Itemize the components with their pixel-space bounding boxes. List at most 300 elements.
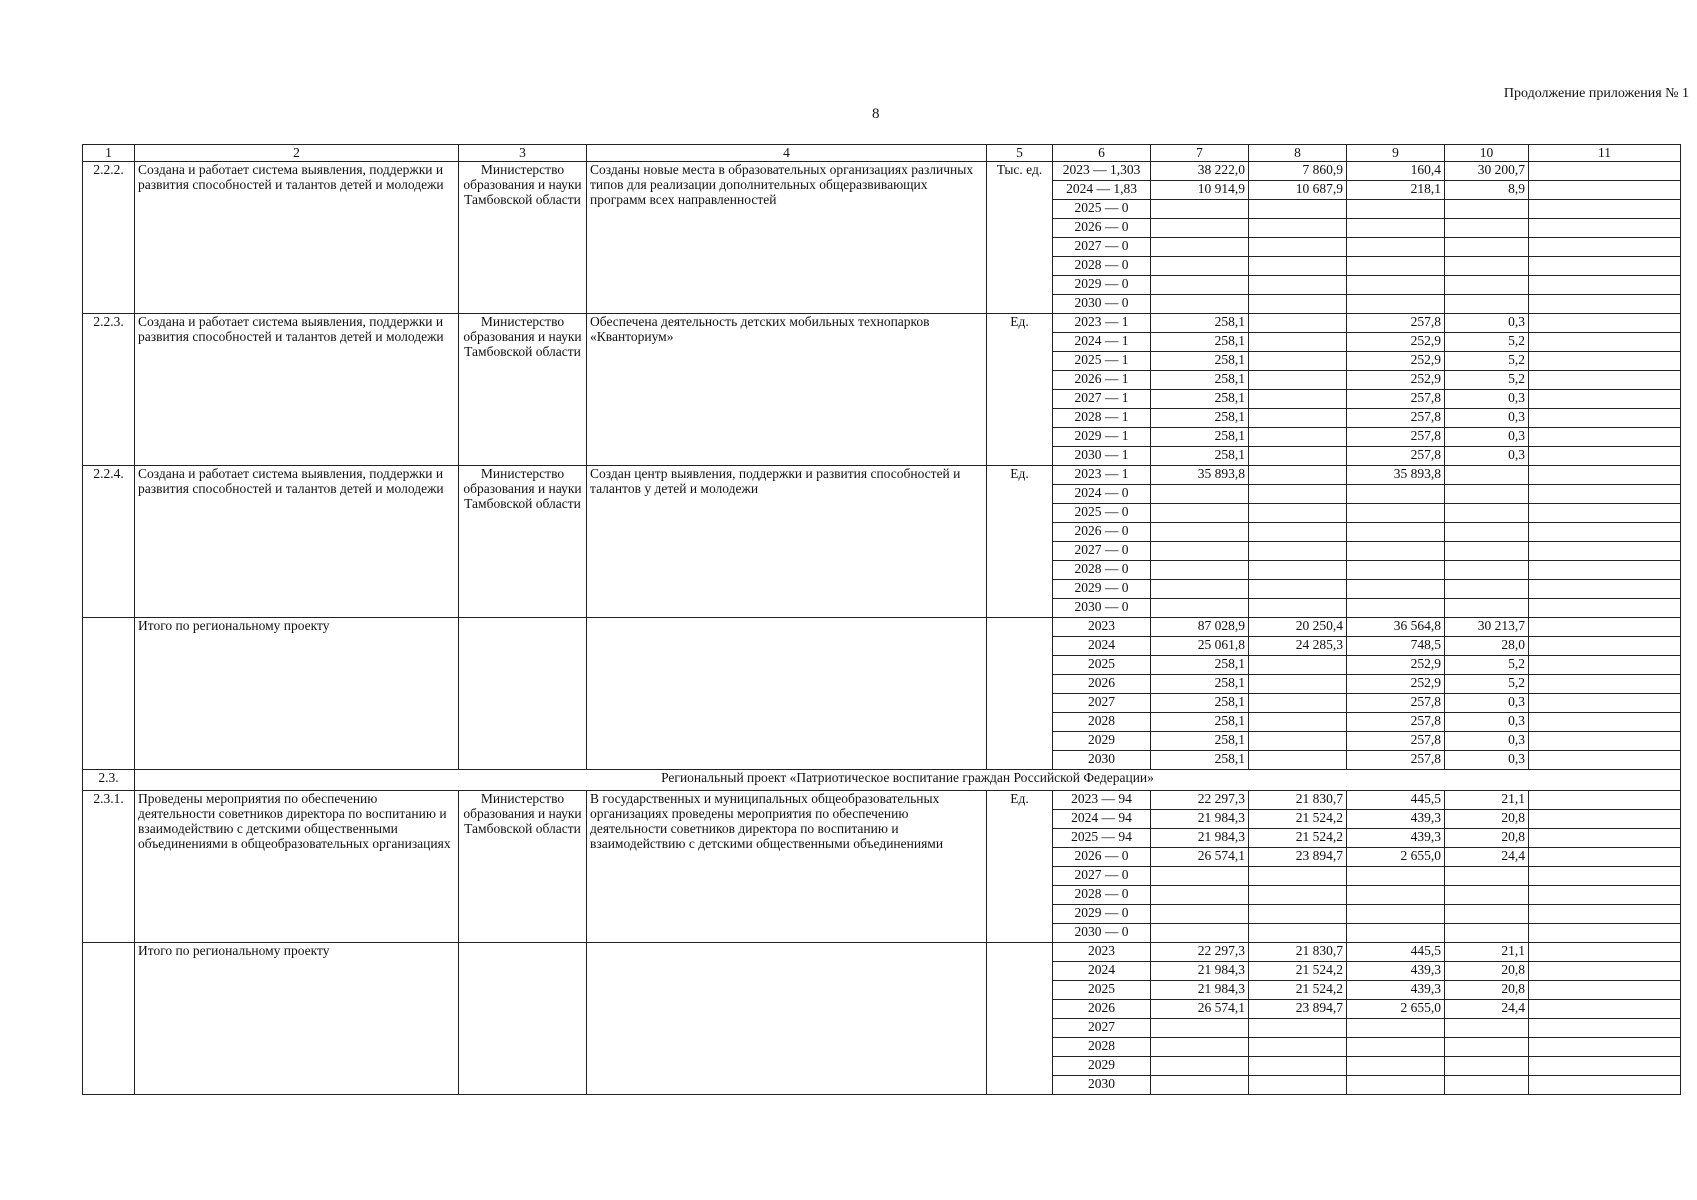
amount-cell: 258,1 bbox=[1151, 390, 1249, 409]
amount-cell: 35 893,8 bbox=[1347, 466, 1445, 485]
amount-cell bbox=[1249, 333, 1347, 352]
amount-cell: 257,8 bbox=[1347, 390, 1445, 409]
amount-cell: 2 655,0 bbox=[1347, 848, 1445, 867]
year-indicator: 2030 — 0 bbox=[1053, 295, 1151, 314]
responsible-body: Министерство образования и науки Тамбовской области bbox=[459, 162, 587, 314]
amount-cell bbox=[1529, 656, 1681, 675]
amount-cell bbox=[1445, 1057, 1529, 1076]
amount-cell bbox=[1249, 428, 1347, 447]
amount-cell bbox=[1529, 447, 1681, 466]
subheading-number: 2.3. bbox=[83, 770, 135, 791]
amount-cell: 258,1 bbox=[1151, 371, 1249, 390]
year-indicator: 2029 — 1 bbox=[1053, 428, 1151, 447]
year-indicator: 2030 — 1 bbox=[1053, 447, 1151, 466]
expected-result: Созданы новые места в образовательных организациях различных типов для реализации дополнительных общеразвивающих программ всех направленностей bbox=[587, 162, 987, 314]
amount-cell: 2 655,0 bbox=[1347, 1000, 1445, 1019]
unit-of-measure bbox=[987, 618, 1053, 770]
amount-cell: 258,1 bbox=[1151, 409, 1249, 428]
amount-cell: 30 200,7 bbox=[1445, 162, 1529, 181]
amount-cell: 21 524,2 bbox=[1249, 810, 1347, 829]
year-indicator: 2026 — 1 bbox=[1053, 371, 1151, 390]
responsible-body: Министерство образования и науки Тамбовской области bbox=[459, 314, 587, 466]
amount-cell bbox=[1529, 580, 1681, 599]
amount-cell bbox=[1151, 905, 1249, 924]
amount-cell: 7 860,9 bbox=[1249, 162, 1347, 181]
amount-cell bbox=[1347, 1057, 1445, 1076]
amount-cell bbox=[1249, 390, 1347, 409]
year-indicator: 2023 — 1 bbox=[1053, 466, 1151, 485]
year-indicator: 2027 bbox=[1053, 694, 1151, 713]
year-indicator: 2023 — 1,303 bbox=[1053, 162, 1151, 181]
year-indicator: 2024 — 1,83 bbox=[1053, 181, 1151, 200]
year-indicator: 2025 — 1 bbox=[1053, 352, 1151, 371]
amount-cell bbox=[1249, 905, 1347, 924]
year-indicator: 2028 — 0 bbox=[1053, 561, 1151, 580]
amount-cell bbox=[1347, 200, 1445, 219]
amount-cell: 0,3 bbox=[1445, 409, 1529, 428]
column-number: 7 bbox=[1151, 145, 1249, 162]
amount-cell bbox=[1249, 751, 1347, 770]
amount-cell: 5,2 bbox=[1445, 352, 1529, 371]
amount-cell bbox=[1347, 1038, 1445, 1057]
amount-cell: 23 894,7 bbox=[1249, 848, 1347, 867]
amount-cell: 28,0 bbox=[1445, 637, 1529, 656]
amount-cell bbox=[1529, 1038, 1681, 1057]
amount-cell: 21 984,3 bbox=[1151, 981, 1249, 1000]
amount-cell bbox=[1347, 542, 1445, 561]
amount-cell bbox=[1529, 466, 1681, 485]
amount-cell: 257,8 bbox=[1347, 713, 1445, 732]
amount-cell bbox=[1249, 466, 1347, 485]
year-indicator: 2023 — 94 bbox=[1053, 791, 1151, 810]
amount-cell bbox=[1347, 580, 1445, 599]
amount-cell: 258,1 bbox=[1151, 447, 1249, 466]
amount-cell bbox=[1529, 981, 1681, 1000]
amount-cell: 257,8 bbox=[1347, 751, 1445, 770]
year-indicator: 2029 bbox=[1053, 1057, 1151, 1076]
amount-cell bbox=[1347, 504, 1445, 523]
amount-cell bbox=[1529, 924, 1681, 943]
amount-cell bbox=[1249, 238, 1347, 257]
amount-cell bbox=[1529, 314, 1681, 333]
amount-cell: 258,1 bbox=[1151, 428, 1249, 447]
amount-cell: 257,8 bbox=[1347, 694, 1445, 713]
amount-cell bbox=[1529, 504, 1681, 523]
amount-cell bbox=[1529, 352, 1681, 371]
amount-cell bbox=[1151, 276, 1249, 295]
amount-cell bbox=[1249, 1038, 1347, 1057]
amount-cell: 25 061,8 bbox=[1151, 637, 1249, 656]
amount-cell bbox=[1445, 466, 1529, 485]
unit-of-measure: Тыс. ед. bbox=[987, 162, 1053, 314]
amount-cell: 439,3 bbox=[1347, 810, 1445, 829]
amount-cell bbox=[1347, 867, 1445, 886]
amount-cell bbox=[1151, 485, 1249, 504]
amount-cell bbox=[1529, 485, 1681, 504]
amount-cell bbox=[1445, 257, 1529, 276]
amount-cell: 20,8 bbox=[1445, 810, 1529, 829]
amount-cell bbox=[1347, 924, 1445, 943]
amount-cell bbox=[1445, 504, 1529, 523]
amount-cell bbox=[1151, 1038, 1249, 1057]
amount-cell: 35 893,8 bbox=[1151, 466, 1249, 485]
amount-cell: 24,4 bbox=[1445, 848, 1529, 867]
item-name: Итого по региональному проекту bbox=[135, 943, 459, 1095]
amount-cell bbox=[1445, 238, 1529, 257]
amount-cell: 252,9 bbox=[1347, 656, 1445, 675]
amount-cell bbox=[1151, 257, 1249, 276]
amount-cell: 258,1 bbox=[1151, 333, 1249, 352]
amount-cell bbox=[1151, 542, 1249, 561]
year-indicator: 2028 bbox=[1053, 1038, 1151, 1057]
amount-cell: 252,9 bbox=[1347, 352, 1445, 371]
amount-cell bbox=[1529, 257, 1681, 276]
amount-cell bbox=[1529, 1000, 1681, 1019]
amount-cell bbox=[1249, 257, 1347, 276]
responsible-body bbox=[459, 943, 587, 1095]
amount-cell bbox=[1249, 523, 1347, 542]
amount-cell: 258,1 bbox=[1151, 732, 1249, 751]
amount-cell: 0,3 bbox=[1445, 314, 1529, 333]
column-number: 4 bbox=[587, 145, 987, 162]
year-indicator: 2030 bbox=[1053, 1076, 1151, 1095]
amount-cell bbox=[1529, 943, 1681, 962]
amount-cell bbox=[1445, 276, 1529, 295]
amount-cell bbox=[1151, 561, 1249, 580]
amount-cell bbox=[1151, 238, 1249, 257]
amount-cell bbox=[1445, 905, 1529, 924]
responsible-body: Министерство образования и науки Тамбовской области bbox=[459, 466, 587, 618]
amount-cell: 258,1 bbox=[1151, 314, 1249, 333]
amount-cell bbox=[1347, 1019, 1445, 1038]
amount-cell bbox=[1151, 580, 1249, 599]
amount-cell: 20 250,4 bbox=[1249, 618, 1347, 637]
amount-cell: 257,8 bbox=[1347, 314, 1445, 333]
year-indicator: 2024 — 94 bbox=[1053, 810, 1151, 829]
subheading-title: Региональный проект «Патриотическое воспитание граждан Российской Федерации» bbox=[135, 770, 1681, 791]
year-indicator: 2029 bbox=[1053, 732, 1151, 751]
year-indicator: 2027 — 0 bbox=[1053, 238, 1151, 257]
amount-cell: 439,3 bbox=[1347, 981, 1445, 1000]
amount-cell bbox=[1529, 371, 1681, 390]
unit-of-measure: Ед. bbox=[987, 791, 1053, 943]
amount-cell: 21 524,2 bbox=[1249, 981, 1347, 1000]
amount-cell: 258,1 bbox=[1151, 713, 1249, 732]
amount-cell: 5,2 bbox=[1445, 333, 1529, 352]
column-number: 5 bbox=[987, 145, 1053, 162]
table-row bbox=[83, 791, 1681, 810]
year-indicator: 2025 — 0 bbox=[1053, 504, 1151, 523]
amount-cell: 21 524,2 bbox=[1249, 829, 1347, 848]
expected-result bbox=[587, 618, 987, 770]
amount-cell bbox=[1249, 599, 1347, 618]
amount-cell bbox=[1529, 886, 1681, 905]
amount-cell bbox=[1445, 1076, 1529, 1095]
amount-cell bbox=[1249, 1076, 1347, 1095]
amount-cell bbox=[1151, 867, 1249, 886]
amount-cell: 0,3 bbox=[1445, 713, 1529, 732]
amount-cell bbox=[1151, 1076, 1249, 1095]
year-indicator: 2025 bbox=[1053, 656, 1151, 675]
amount-cell bbox=[1529, 276, 1681, 295]
column-number: 2 bbox=[135, 145, 459, 162]
amount-cell bbox=[1151, 1057, 1249, 1076]
amount-cell bbox=[1249, 447, 1347, 466]
amount-cell: 0,3 bbox=[1445, 447, 1529, 466]
item-number bbox=[83, 618, 135, 770]
amount-cell bbox=[1529, 409, 1681, 428]
amount-cell bbox=[1445, 542, 1529, 561]
amount-cell: 445,5 bbox=[1347, 943, 1445, 962]
unit-of-measure: Ед. bbox=[987, 314, 1053, 466]
amount-cell: 252,9 bbox=[1347, 333, 1445, 352]
amount-cell: 22 297,3 bbox=[1151, 791, 1249, 810]
column-number: 11 bbox=[1529, 145, 1681, 162]
year-indicator: 2025 — 0 bbox=[1053, 200, 1151, 219]
amount-cell bbox=[1445, 523, 1529, 542]
year-indicator: 2024 — 1 bbox=[1053, 333, 1151, 352]
amount-cell bbox=[1529, 1057, 1681, 1076]
amount-cell bbox=[1249, 409, 1347, 428]
table-row bbox=[83, 466, 1681, 485]
amount-cell: 748,5 bbox=[1347, 637, 1445, 656]
amount-cell: 252,9 bbox=[1347, 675, 1445, 694]
amount-cell: 26 574,1 bbox=[1151, 848, 1249, 867]
amount-cell bbox=[1529, 542, 1681, 561]
year-indicator: 2023 bbox=[1053, 618, 1151, 637]
amount-cell bbox=[1249, 675, 1347, 694]
column-number: 9 bbox=[1347, 145, 1445, 162]
year-indicator: 2028 — 1 bbox=[1053, 409, 1151, 428]
amount-cell bbox=[1249, 371, 1347, 390]
amount-cell: 257,8 bbox=[1347, 732, 1445, 751]
amount-cell: 257,8 bbox=[1347, 409, 1445, 428]
amount-cell bbox=[1249, 1057, 1347, 1076]
amount-cell bbox=[1347, 485, 1445, 504]
year-indicator: 2028 bbox=[1053, 713, 1151, 732]
amount-cell bbox=[1445, 580, 1529, 599]
table-row bbox=[83, 314, 1681, 333]
item-name: Итого по региональному проекту bbox=[135, 618, 459, 770]
year-indicator: 2023 — 1 bbox=[1053, 314, 1151, 333]
column-number: 10 bbox=[1445, 145, 1529, 162]
appendix-note: Продолжение приложения № 1 bbox=[1503, 86, 1689, 101]
amount-cell bbox=[1249, 200, 1347, 219]
amount-cell bbox=[1529, 618, 1681, 637]
amount-cell bbox=[1151, 924, 1249, 943]
amount-cell bbox=[1249, 352, 1347, 371]
amount-cell bbox=[1529, 181, 1681, 200]
amount-cell bbox=[1445, 924, 1529, 943]
year-indicator: 2028 — 0 bbox=[1053, 886, 1151, 905]
amount-cell: 87 028,9 bbox=[1151, 618, 1249, 637]
amount-cell: 5,2 bbox=[1445, 656, 1529, 675]
amount-cell bbox=[1249, 580, 1347, 599]
amount-cell bbox=[1249, 504, 1347, 523]
amount-cell: 20,8 bbox=[1445, 829, 1529, 848]
item-number: 2.2.2. bbox=[83, 162, 135, 314]
amount-cell bbox=[1347, 219, 1445, 238]
responsible-body: Министерство образования и науки Тамбовской области bbox=[459, 791, 587, 943]
year-indicator: 2030 bbox=[1053, 751, 1151, 770]
amount-cell: 24,4 bbox=[1445, 1000, 1529, 1019]
amount-cell: 26 574,1 bbox=[1151, 1000, 1249, 1019]
year-indicator: 2026 — 0 bbox=[1053, 848, 1151, 867]
year-indicator: 2029 — 0 bbox=[1053, 905, 1151, 924]
amount-cell bbox=[1151, 504, 1249, 523]
amount-cell bbox=[1529, 867, 1681, 886]
amount-cell bbox=[1529, 848, 1681, 867]
amount-cell: 445,5 bbox=[1347, 791, 1445, 810]
amount-cell bbox=[1249, 485, 1347, 504]
amount-cell bbox=[1445, 295, 1529, 314]
amount-cell bbox=[1151, 886, 1249, 905]
item-number bbox=[83, 943, 135, 1095]
amount-cell bbox=[1529, 1076, 1681, 1095]
amount-cell bbox=[1249, 1019, 1347, 1038]
amount-cell bbox=[1529, 675, 1681, 694]
amount-cell bbox=[1445, 485, 1529, 504]
amount-cell bbox=[1249, 924, 1347, 943]
page-number: 8 bbox=[872, 106, 880, 122]
amount-cell: 21 984,3 bbox=[1151, 810, 1249, 829]
amount-cell bbox=[1347, 886, 1445, 905]
table-row bbox=[83, 162, 1681, 181]
amount-cell bbox=[1445, 219, 1529, 238]
year-indicator: 2026 — 0 bbox=[1053, 523, 1151, 542]
amount-cell bbox=[1529, 694, 1681, 713]
year-indicator: 2027 bbox=[1053, 1019, 1151, 1038]
amount-cell bbox=[1529, 713, 1681, 732]
amount-cell bbox=[1347, 523, 1445, 542]
year-indicator: 2024 — 0 bbox=[1053, 485, 1151, 504]
amount-cell bbox=[1529, 962, 1681, 981]
amount-cell bbox=[1249, 713, 1347, 732]
amount-cell bbox=[1529, 390, 1681, 409]
amount-cell bbox=[1445, 886, 1529, 905]
year-indicator: 2027 — 1 bbox=[1053, 390, 1151, 409]
amount-cell: 21 524,2 bbox=[1249, 962, 1347, 981]
amount-cell: 21 984,3 bbox=[1151, 829, 1249, 848]
amount-cell: 258,1 bbox=[1151, 751, 1249, 770]
amount-cell bbox=[1347, 295, 1445, 314]
amount-cell: 21 830,7 bbox=[1249, 943, 1347, 962]
year-indicator: 2023 bbox=[1053, 943, 1151, 962]
amount-cell: 24 285,3 bbox=[1249, 637, 1347, 656]
amount-cell: 218,1 bbox=[1347, 181, 1445, 200]
amount-cell bbox=[1151, 523, 1249, 542]
year-indicator: 2030 — 0 bbox=[1053, 599, 1151, 618]
table-body bbox=[83, 145, 1681, 1095]
amount-cell bbox=[1529, 637, 1681, 656]
amount-cell bbox=[1529, 829, 1681, 848]
amount-cell: 258,1 bbox=[1151, 352, 1249, 371]
item-number: 2.3.1. bbox=[83, 791, 135, 943]
column-number-row bbox=[83, 145, 1681, 162]
amount-cell bbox=[1445, 200, 1529, 219]
amount-cell: 0,3 bbox=[1445, 751, 1529, 770]
amount-cell: 252,9 bbox=[1347, 371, 1445, 390]
unit-of-measure: Ед. bbox=[987, 466, 1053, 618]
year-indicator: 2029 — 0 bbox=[1053, 580, 1151, 599]
amount-cell: 21 830,7 bbox=[1249, 791, 1347, 810]
amount-cell bbox=[1347, 599, 1445, 618]
amount-cell: 258,1 bbox=[1151, 656, 1249, 675]
amount-cell bbox=[1347, 257, 1445, 276]
amount-cell: 5,2 bbox=[1445, 371, 1529, 390]
amount-cell bbox=[1347, 1076, 1445, 1095]
year-indicator: 2026 bbox=[1053, 675, 1151, 694]
amount-cell bbox=[1249, 732, 1347, 751]
amount-cell bbox=[1445, 599, 1529, 618]
amount-cell bbox=[1249, 314, 1347, 333]
amount-cell bbox=[1529, 523, 1681, 542]
amount-cell bbox=[1445, 867, 1529, 886]
item-number: 2.2.4. bbox=[83, 466, 135, 618]
amount-cell: 10 687,9 bbox=[1249, 181, 1347, 200]
amount-cell: 21,1 bbox=[1445, 943, 1529, 962]
item-number: 2.2.3. bbox=[83, 314, 135, 466]
amount-cell: 20,8 bbox=[1445, 962, 1529, 981]
amount-cell: 257,8 bbox=[1347, 447, 1445, 466]
amount-cell: 22 297,3 bbox=[1151, 943, 1249, 962]
year-indicator: 2025 bbox=[1053, 981, 1151, 1000]
item-name: Создана и работает система выявления, поддержки и развития способностей и талантов детей и молодежи bbox=[135, 466, 459, 618]
amount-cell bbox=[1529, 295, 1681, 314]
amount-cell bbox=[1529, 732, 1681, 751]
year-indicator: 2026 bbox=[1053, 1000, 1151, 1019]
responsible-body bbox=[459, 618, 587, 770]
year-indicator: 2025 — 94 bbox=[1053, 829, 1151, 848]
year-indicator: 2027 — 0 bbox=[1053, 867, 1151, 886]
year-indicator: 2030 — 0 bbox=[1053, 924, 1151, 943]
amount-cell bbox=[1529, 219, 1681, 238]
amount-cell bbox=[1529, 333, 1681, 352]
column-number: 6 bbox=[1053, 145, 1151, 162]
amount-cell: 8,9 bbox=[1445, 181, 1529, 200]
amount-cell: 5,2 bbox=[1445, 675, 1529, 694]
amount-cell bbox=[1445, 1019, 1529, 1038]
amount-cell bbox=[1151, 295, 1249, 314]
amount-cell bbox=[1529, 238, 1681, 257]
subheading-row bbox=[83, 770, 1681, 791]
amount-cell bbox=[1529, 200, 1681, 219]
amount-cell bbox=[1445, 1038, 1529, 1057]
column-number: 3 bbox=[459, 145, 587, 162]
item-name: Создана и работает система выявления, поддержки и развития способностей и талантов детей и молодежи bbox=[135, 314, 459, 466]
amount-cell bbox=[1347, 905, 1445, 924]
amount-cell: 257,8 bbox=[1347, 428, 1445, 447]
amount-cell: 439,3 bbox=[1347, 962, 1445, 981]
amount-cell bbox=[1151, 219, 1249, 238]
amount-cell bbox=[1529, 599, 1681, 618]
amount-cell bbox=[1249, 542, 1347, 561]
amount-cell bbox=[1445, 561, 1529, 580]
amount-cell bbox=[1249, 276, 1347, 295]
amount-cell bbox=[1249, 656, 1347, 675]
amount-cell bbox=[1529, 810, 1681, 829]
year-indicator: 2029 — 0 bbox=[1053, 276, 1151, 295]
amount-cell: 21,1 bbox=[1445, 791, 1529, 810]
expected-result: Обеспечена деятельность детских мобильных технопарков «Кванториум» bbox=[587, 314, 987, 466]
amount-cell bbox=[1529, 905, 1681, 924]
amount-cell bbox=[1529, 162, 1681, 181]
year-indicator: 2024 bbox=[1053, 637, 1151, 656]
amount-cell: 38 222,0 bbox=[1151, 162, 1249, 181]
unit-of-measure bbox=[987, 943, 1053, 1095]
amount-cell bbox=[1529, 561, 1681, 580]
amount-cell bbox=[1151, 599, 1249, 618]
